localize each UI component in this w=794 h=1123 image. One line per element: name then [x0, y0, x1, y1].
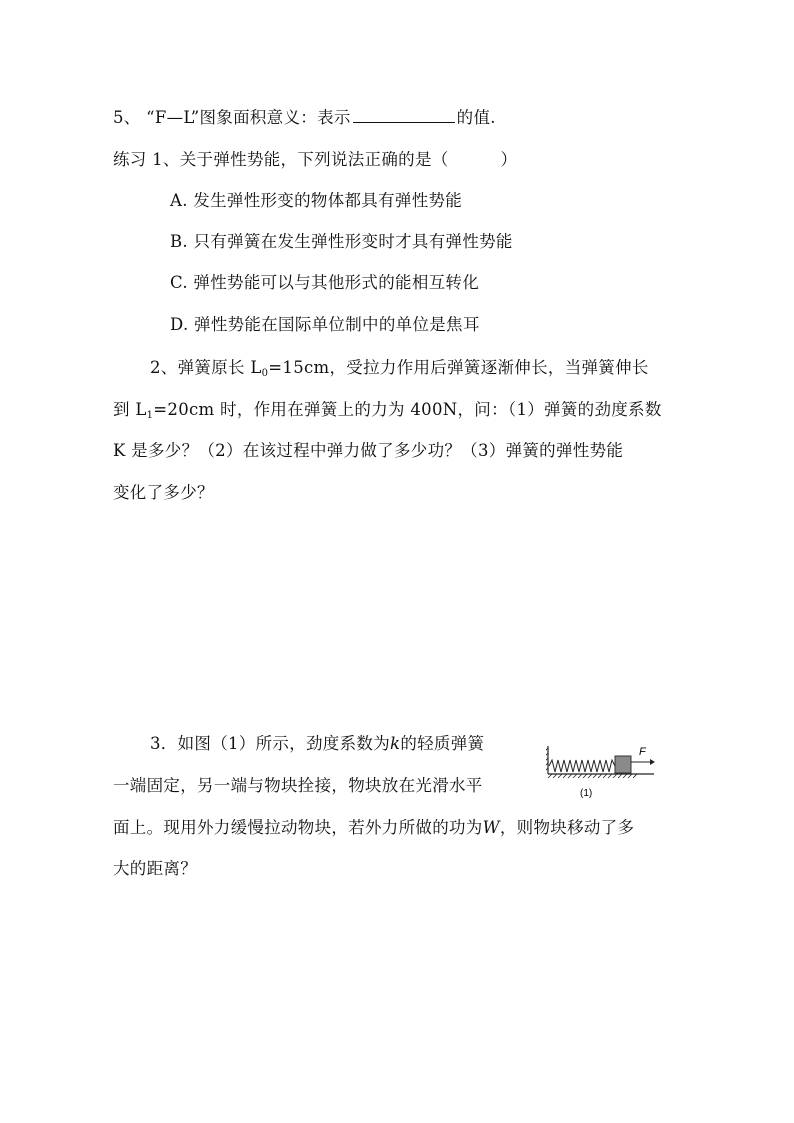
- spring-block-figure: [546, 740, 658, 800]
- force-label: F: [639, 746, 646, 758]
- problem2-line1-a: 2、弹簧原长 L: [150, 358, 262, 377]
- problem2-line4: 变化了多少？: [113, 483, 214, 502]
- problem2-line2-a: 到 L: [113, 400, 147, 419]
- answer-blank: [353, 106, 455, 123]
- problem2-sub-1: 1: [146, 410, 154, 421]
- exercise1-close-paren: ）: [500, 150, 518, 169]
- problem3-line3: [113, 817, 634, 839]
- problem3-line1-a: 3．如图（1）所示，劲度系数为: [150, 734, 390, 753]
- problem3-var-w: W: [482, 818, 500, 837]
- option-b: B. 只有弹簧在发生弹性形变时才具有弹性势能: [170, 232, 513, 251]
- problem2-line3: K 是多少？（2）在该过程中弹力做了多少功？（3）弹簧的弹性势能: [113, 441, 624, 460]
- problem2-line2-b: =20cm 时，作用在弹簧上的力为 400N，问：（1）弹簧的劲度系数: [153, 400, 662, 419]
- problem3-line1-b: 的轻质弹簧: [400, 734, 485, 753]
- exercise1-stem: 练习 1、关于弹性势能，下列说法正确的是（: [113, 150, 449, 169]
- option-a: A. 发生弹性形变的物体都具有弹性势能: [170, 191, 463, 210]
- problem3-line4: 大的距离？: [113, 859, 197, 878]
- problem3-var-k: k: [390, 734, 401, 753]
- item5-suffix: 的值.: [456, 108, 496, 127]
- problem3-line1: [150, 733, 484, 755]
- problem2-line1: [150, 357, 649, 385]
- problem2-sub-0: 0: [261, 368, 269, 379]
- problem3-line3-a: 面上。现用外力缓慢拉动物块，若外力所做的功为: [113, 818, 483, 837]
- problem2-line1-b: =15cm，受拉力作用后弹簧逐渐伸长，当弹簧伸长: [268, 358, 649, 377]
- force-arrow: [631, 759, 655, 765]
- problem2-line2: [113, 399, 662, 427]
- item5-line: [113, 106, 496, 129]
- figure-caption: (1): [580, 788, 593, 799]
- problem3-line2: 一端固定，另一端与物块拴接，物块放在光滑水平: [113, 776, 483, 795]
- problem3-line3-b: ，则物块移动了多: [499, 818, 635, 837]
- block: [615, 756, 631, 773]
- spring: [549, 760, 615, 772]
- item5-prefix: 5、 “F—L”图象面积意义：表示: [113, 108, 351, 127]
- option-d: D. 弹性势能在国际单位制中的单位是焦耳: [170, 315, 480, 334]
- exercise1-stem-line: [113, 149, 517, 171]
- option-c: C. 弹性势能可以与其他形式的能相互转化: [170, 273, 480, 292]
